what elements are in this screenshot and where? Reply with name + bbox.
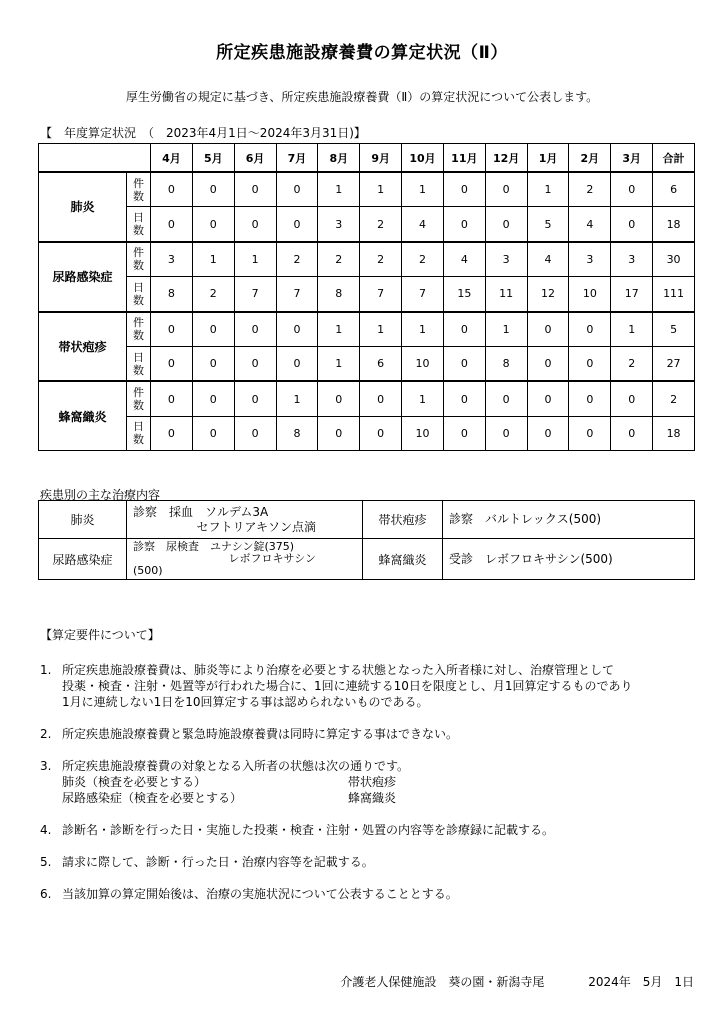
- value-cell: 7: [360, 277, 402, 312]
- value-cell: 2: [360, 207, 402, 242]
- value-cell: 4: [527, 242, 569, 277]
- value-cell: 0: [443, 416, 485, 450]
- disease-name: 蜂窩織炎: [39, 381, 127, 450]
- days-label: [127, 416, 151, 450]
- value-cell: 7: [402, 277, 444, 312]
- condition-row: [62, 774, 700, 790]
- days-label: [127, 207, 151, 242]
- condition-item: 蜂窩織炎: [348, 791, 397, 805]
- value-cell: 0: [151, 207, 193, 242]
- requirement-line: 所定疾患施設療養費の対象となる入所者の状態は次の通りです。: [62, 759, 410, 773]
- intro-text: 厚生労働省の規定に基づき、所定疾患施設療養費（Ⅱ）の算定状況について公表します。: [125, 90, 599, 104]
- requirement-line: 請求に際して、診断・行った日・治療内容等を記載する。: [62, 855, 374, 869]
- table-row: [39, 416, 695, 450]
- requirement-item: [40, 854, 700, 870]
- count-label: [127, 242, 151, 277]
- unit-char: 数: [133, 259, 144, 273]
- value-cell: 10: [402, 416, 444, 450]
- value-cell: 15: [443, 277, 485, 312]
- value-cell: 7: [276, 277, 318, 312]
- total-cell: 18: [653, 416, 695, 450]
- table-row: [39, 312, 695, 347]
- table-header-row: [39, 144, 695, 173]
- condition-item: 尿路感染症（検査を必要とする）: [62, 791, 243, 805]
- value-cell: 8: [151, 277, 193, 312]
- unit-char: 数: [133, 433, 144, 447]
- value-cell: 2: [402, 242, 444, 277]
- table-row: [39, 242, 695, 277]
- value-cell: 0: [443, 207, 485, 242]
- value-cell: 10: [569, 277, 611, 312]
- requirements-title: 【算定要件について】: [40, 628, 160, 642]
- value-cell: 12: [527, 277, 569, 312]
- treatment-row: [39, 501, 695, 539]
- condition-row: [62, 790, 700, 806]
- total-cell: 2: [653, 381, 695, 416]
- value-cell: 0: [234, 207, 276, 242]
- value-cell: 0: [611, 416, 653, 450]
- treatment-disease: 帯状疱疹: [363, 501, 443, 539]
- requirement-line: 所定疾患施設療養費は、肺炎等により治療を必要とする状態となった入所者様に対し、治療管理として: [62, 663, 615, 677]
- value-cell: 1: [360, 172, 402, 207]
- treatment-detail: [127, 501, 363, 539]
- unit-char: 数: [133, 293, 144, 307]
- unit-char: 件: [133, 386, 144, 400]
- value-cell: 3: [485, 242, 527, 277]
- value-cell: 0: [527, 346, 569, 381]
- days-label: [127, 346, 151, 381]
- value-cell: 0: [485, 207, 527, 242]
- total-header: 合計: [653, 144, 695, 173]
- unit-char: 日: [133, 211, 144, 225]
- requirement-number: 6.: [40, 887, 52, 901]
- value-cell: 4: [402, 207, 444, 242]
- total-cell: 18: [653, 207, 695, 242]
- facility-name: 介護老人保健施設 葵の園・新潟寺尾: [340, 975, 545, 989]
- month-header: 4月: [151, 144, 193, 173]
- value-cell: 0: [527, 312, 569, 347]
- value-cell: 0: [569, 416, 611, 450]
- disease-name: 帯状疱疹: [39, 312, 127, 382]
- month-header: 5月: [192, 144, 234, 173]
- value-cell: 6: [360, 346, 402, 381]
- value-cell: 2: [318, 242, 360, 277]
- treatment-title: 疾患別の主な治療内容: [40, 488, 161, 502]
- value-cell: 2: [192, 277, 234, 312]
- requirement-number: 3.: [40, 759, 52, 773]
- unit-char: 日: [133, 280, 144, 294]
- calculation-table: [38, 143, 695, 451]
- table-row: [39, 277, 695, 312]
- value-cell: 0: [360, 381, 402, 416]
- unit-char: 数: [133, 189, 144, 203]
- value-cell: 0: [443, 172, 485, 207]
- condition-item: 肺炎（検査を必要とする）: [62, 775, 207, 789]
- count-label: [127, 381, 151, 416]
- condition-item: 帯状疱疹: [348, 775, 397, 789]
- count-label: [127, 172, 151, 207]
- requirement-line: 1月に連続しない1日を10回算定する事は認められないものである。: [62, 695, 429, 709]
- treatment-line: 診察 尿検査 ユナシン錠(375): [133, 540, 295, 553]
- value-cell: 0: [192, 207, 234, 242]
- disease-name: 肺炎: [39, 172, 127, 242]
- value-cell: 0: [611, 381, 653, 416]
- treatment-detail: [127, 539, 363, 580]
- requirements-list: [40, 662, 700, 918]
- table-row: [39, 207, 695, 242]
- value-cell: 1: [192, 242, 234, 277]
- month-header: 6月: [234, 144, 276, 173]
- value-cell: 0: [276, 172, 318, 207]
- value-cell: 1: [360, 312, 402, 347]
- value-cell: 1: [402, 381, 444, 416]
- value-cell: 0: [318, 381, 360, 416]
- value-cell: 0: [151, 172, 193, 207]
- requirement-item: [40, 822, 700, 838]
- month-header: 11月: [443, 144, 485, 173]
- value-cell: 2: [360, 242, 402, 277]
- value-cell: 0: [485, 172, 527, 207]
- month-header: 10月: [402, 144, 444, 173]
- value-cell: 0: [234, 312, 276, 347]
- value-cell: 0: [569, 381, 611, 416]
- value-cell: 0: [611, 207, 653, 242]
- value-cell: 0: [151, 312, 193, 347]
- value-cell: 1: [318, 312, 360, 347]
- value-cell: 4: [569, 207, 611, 242]
- requirement-item: [40, 662, 700, 710]
- value-cell: 11: [485, 277, 527, 312]
- value-cell: 8: [276, 416, 318, 450]
- value-cell: 1: [611, 312, 653, 347]
- value-cell: 0: [276, 207, 318, 242]
- month-header: 8月: [318, 144, 360, 173]
- treatment-line: (500): [133, 564, 163, 577]
- table-row: [39, 346, 695, 381]
- value-cell: 0: [234, 416, 276, 450]
- unit-char: 件: [133, 316, 144, 330]
- value-cell: 10: [402, 346, 444, 381]
- value-cell: 0: [192, 381, 234, 416]
- value-cell: 2: [276, 242, 318, 277]
- value-cell: 0: [234, 172, 276, 207]
- value-cell: 3: [569, 242, 611, 277]
- value-cell: 0: [192, 416, 234, 450]
- value-cell: 1: [318, 346, 360, 381]
- unit-char: 数: [133, 399, 144, 413]
- requirement-line: 所定疾患施設療養費と緊急時施設療養費は同時に算定する事はできない。: [62, 727, 459, 741]
- table-row: [39, 172, 695, 207]
- value-cell: 0: [611, 172, 653, 207]
- value-cell: 0: [234, 381, 276, 416]
- value-cell: 3: [318, 207, 360, 242]
- value-cell: 0: [443, 346, 485, 381]
- unit-char: 件: [133, 176, 144, 190]
- days-label: [127, 277, 151, 312]
- value-cell: 1: [318, 172, 360, 207]
- unit-char: 数: [133, 224, 144, 238]
- value-cell: 0: [569, 312, 611, 347]
- requirement-number: 4.: [40, 823, 52, 837]
- table-row: [39, 381, 695, 416]
- treatment-disease: 肺炎: [39, 501, 127, 539]
- value-cell: 1: [276, 381, 318, 416]
- value-cell: 0: [192, 172, 234, 207]
- value-cell: 0: [151, 346, 193, 381]
- value-cell: 0: [151, 416, 193, 450]
- requirement-line: 当該加算の算定開始後は、治療の実施状況について公表することとする。: [62, 887, 458, 901]
- treatment-line: セフトリアキソン点滴: [196, 519, 316, 534]
- value-cell: 0: [192, 346, 234, 381]
- page-title: 所定疾患施設療養費の算定状況（Ⅱ）: [216, 43, 508, 63]
- requirement-line: 診断名・診断を行った日・実施した投薬・検査・注射・処置の内容等を診療録に記載する。: [62, 823, 555, 837]
- value-cell: 0: [569, 346, 611, 381]
- unit-char: 数: [133, 329, 144, 343]
- month-header: 7月: [276, 144, 318, 173]
- value-cell: 0: [443, 312, 485, 347]
- unit-char: 数: [133, 363, 144, 377]
- publish-date: 2024年 5月 1日: [588, 975, 694, 989]
- treatment-line: 診察 採血 ソルデム3A: [133, 504, 269, 519]
- total-cell: 111: [653, 277, 695, 312]
- month-header: 9月: [360, 144, 402, 173]
- count-label: [127, 312, 151, 347]
- value-cell: 0: [276, 346, 318, 381]
- treatment-line: レボフロキサシン: [228, 552, 316, 565]
- requirement-number: 5.: [40, 855, 52, 869]
- value-cell: 7: [234, 277, 276, 312]
- disease-name: 尿路感染症: [39, 242, 127, 312]
- total-cell: 30: [653, 242, 695, 277]
- total-cell: 27: [653, 346, 695, 381]
- month-header: 3月: [611, 144, 653, 173]
- footer: [0, 973, 694, 990]
- value-cell: 3: [611, 242, 653, 277]
- value-cell: 0: [234, 346, 276, 381]
- month-header: 2月: [569, 144, 611, 173]
- value-cell: 0: [360, 416, 402, 450]
- value-cell: 0: [443, 381, 485, 416]
- requirement-item: [40, 886, 700, 902]
- value-cell: 3: [151, 242, 193, 277]
- unit-char: 日: [133, 350, 144, 364]
- treatment-disease: 蜂窩織炎: [363, 539, 443, 580]
- requirement-number: 2.: [40, 727, 52, 741]
- requirement-item: [40, 726, 700, 742]
- value-cell: 0: [192, 312, 234, 347]
- month-header: 12月: [485, 144, 527, 173]
- value-cell: 0: [485, 381, 527, 416]
- value-cell: 5: [527, 207, 569, 242]
- treatment-detail: 受診 レボフロキサシン(500): [443, 539, 695, 580]
- value-cell: 17: [611, 277, 653, 312]
- value-cell: 2: [569, 172, 611, 207]
- unit-char: 件: [133, 246, 144, 260]
- requirement-number: 1.: [40, 663, 52, 677]
- value-cell: 8: [485, 346, 527, 381]
- value-cell: 0: [485, 416, 527, 450]
- treatment-detail: 診察 バルトレックス(500): [443, 501, 695, 539]
- month-header: 1月: [527, 144, 569, 173]
- period-title: 【 年度算定状況 （ 2023年4月1日～2024年3月31日)】: [40, 126, 366, 140]
- value-cell: 0: [527, 381, 569, 416]
- total-cell: 5: [653, 312, 695, 347]
- value-cell: 1: [402, 312, 444, 347]
- requirement-line: 投薬・検査・注射・処置等が行われた場合に、1回に連続する10日を限度とし、月1回算定するものであり: [62, 679, 633, 693]
- value-cell: 0: [527, 416, 569, 450]
- value-cell: 0: [151, 381, 193, 416]
- value-cell: 1: [402, 172, 444, 207]
- header-corner: [39, 144, 151, 173]
- treatment-row: [39, 539, 695, 580]
- value-cell: 8: [318, 277, 360, 312]
- value-cell: 1: [485, 312, 527, 347]
- value-cell: 0: [318, 416, 360, 450]
- value-cell: 4: [443, 242, 485, 277]
- treatment-table: [38, 500, 695, 580]
- unit-char: 日: [133, 420, 144, 434]
- total-cell: 6: [653, 172, 695, 207]
- value-cell: 0: [276, 312, 318, 347]
- value-cell: 1: [527, 172, 569, 207]
- value-cell: 2: [611, 346, 653, 381]
- treatment-disease: 尿路感染症: [39, 539, 127, 580]
- value-cell: 1: [234, 242, 276, 277]
- requirement-item: [40, 758, 700, 806]
